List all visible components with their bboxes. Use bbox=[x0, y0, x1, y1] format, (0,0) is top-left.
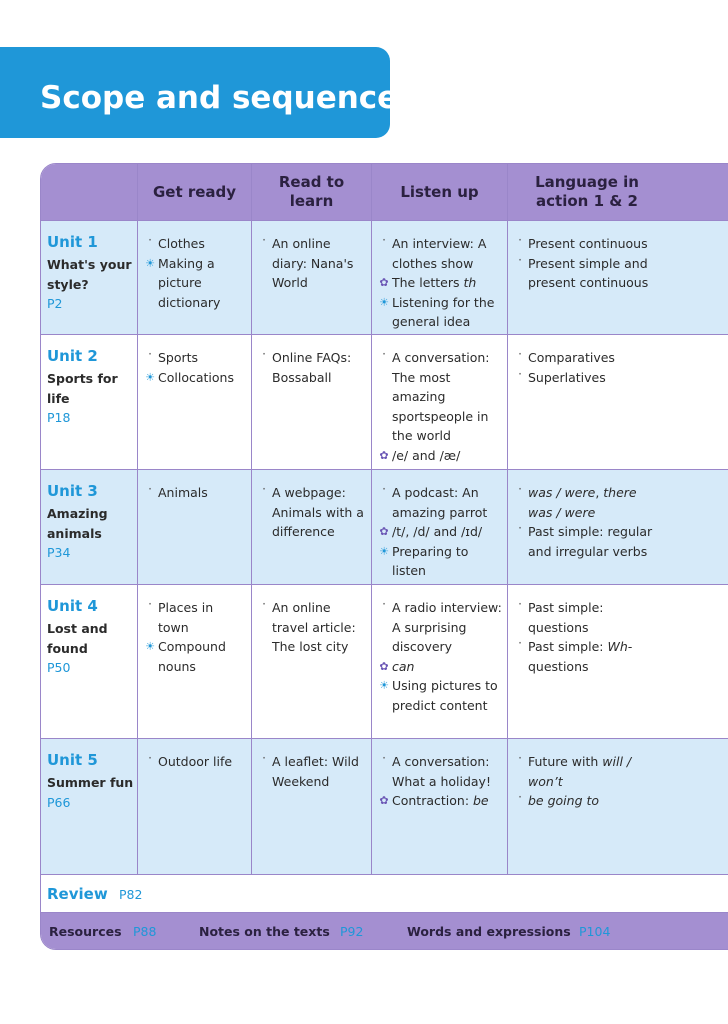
ear-icon: ✿ bbox=[379, 794, 389, 808]
list-item bbox=[378, 446, 503, 466]
list-item bbox=[378, 234, 503, 273]
lightbulb-icon: ☀ bbox=[145, 640, 155, 654]
get-ready-list bbox=[138, 739, 251, 772]
unit-title: Unit 4 bbox=[47, 597, 98, 615]
bullet-icon: · bbox=[148, 347, 152, 361]
header-read-to-learn: Read to learn bbox=[252, 164, 372, 220]
language-in-action-cell bbox=[508, 470, 728, 584]
language-in-action-list bbox=[508, 470, 728, 561]
listen-up-cell bbox=[372, 585, 508, 738]
unit-cell bbox=[41, 221, 138, 334]
header-cell-blank bbox=[41, 164, 138, 220]
bullet-icon: · bbox=[518, 597, 522, 611]
read-to-learn-list bbox=[252, 335, 371, 387]
list-item bbox=[258, 598, 366, 657]
get-ready-cell bbox=[138, 739, 252, 874]
list-item bbox=[514, 791, 654, 811]
bullet-icon: · bbox=[148, 482, 152, 496]
list-item bbox=[144, 254, 244, 313]
get-ready-list bbox=[138, 335, 251, 387]
list-item-text: was / were, there was / were bbox=[528, 485, 637, 520]
footer-page: P88 bbox=[133, 924, 157, 939]
unit-cell bbox=[41, 739, 138, 874]
review-row bbox=[41, 875, 728, 913]
list-item-text: Past simple: questions bbox=[528, 600, 604, 635]
list-item bbox=[258, 234, 366, 293]
language-in-action-list bbox=[508, 585, 728, 676]
bullet-icon: · bbox=[148, 751, 152, 765]
list-item-text: A conversation: What a holiday! bbox=[392, 754, 491, 789]
bullet-icon: · bbox=[382, 597, 386, 611]
unit-name: Amazing animals bbox=[47, 506, 108, 541]
get-ready-list bbox=[138, 470, 251, 503]
unit-page: P2 bbox=[47, 296, 63, 311]
get-ready-cell bbox=[138, 585, 252, 738]
list-item bbox=[144, 637, 244, 676]
list-item bbox=[514, 598, 654, 637]
listen-up-list bbox=[372, 335, 507, 466]
list-item-text: be going to bbox=[528, 793, 600, 809]
list-item-text: /t/, /d/ and /ɪd/ bbox=[392, 524, 483, 540]
list-item bbox=[144, 234, 244, 254]
list-item bbox=[378, 752, 503, 791]
list-item-text: Online FAQs: Bossaball bbox=[272, 350, 352, 385]
unit-page: P34 bbox=[47, 545, 71, 560]
list-item-text: A webpage: Animals with a difference bbox=[272, 485, 364, 540]
bullet-icon: · bbox=[518, 751, 522, 765]
list-item-text: Contraction: be bbox=[392, 793, 489, 809]
list-item bbox=[258, 348, 366, 387]
language-in-action-list bbox=[508, 335, 728, 387]
read-to-learn-list bbox=[252, 470, 371, 542]
list-item-text: Collocations bbox=[158, 369, 234, 385]
list-item-text: An online diary: Nana's World bbox=[272, 236, 354, 291]
bullet-icon: · bbox=[518, 233, 522, 247]
table-header bbox=[41, 164, 728, 221]
list-item bbox=[378, 598, 503, 657]
list-item bbox=[514, 637, 654, 676]
list-item-text: Clothes bbox=[158, 236, 205, 251]
list-item-text: Sports bbox=[158, 350, 199, 365]
listen-up-cell bbox=[372, 221, 508, 334]
page-title: Scope and sequence bbox=[40, 80, 399, 116]
unit-row bbox=[41, 585, 728, 739]
bullet-icon: · bbox=[262, 751, 266, 765]
footer-label: Notes on the texts bbox=[199, 924, 330, 939]
listen-up-list bbox=[372, 585, 507, 716]
bullet-icon: · bbox=[382, 347, 386, 361]
list-item bbox=[258, 483, 366, 542]
unit-page: P18 bbox=[47, 410, 71, 425]
list-item-text: Comparatives bbox=[528, 350, 615, 365]
get-ready-list bbox=[138, 221, 251, 312]
list-item bbox=[378, 483, 503, 522]
list-item-text: can bbox=[392, 658, 415, 674]
ear-icon: ✿ bbox=[379, 525, 389, 539]
list-item-text: Preparing to listen bbox=[392, 543, 469, 579]
bullet-icon: · bbox=[382, 233, 386, 247]
bullet-icon: · bbox=[382, 482, 386, 496]
language-in-action-cell bbox=[508, 335, 728, 469]
bullet-icon: · bbox=[262, 347, 266, 361]
list-item bbox=[378, 657, 503, 677]
list-item bbox=[144, 598, 244, 637]
list-item bbox=[144, 348, 244, 368]
get-ready-cell bbox=[138, 470, 252, 584]
unit-cell bbox=[41, 470, 138, 584]
list-item bbox=[378, 273, 503, 293]
list-item-text: Making a picture dictionary bbox=[158, 255, 221, 310]
read-to-learn-list bbox=[252, 585, 371, 657]
list-item bbox=[144, 752, 244, 772]
unit-page: P66 bbox=[47, 794, 71, 810]
list-item-text: Present continuous bbox=[528, 236, 648, 251]
bullet-icon: · bbox=[518, 482, 522, 496]
list-item bbox=[514, 234, 654, 254]
language-in-action-cell bbox=[508, 221, 728, 334]
bullet-icon: · bbox=[518, 347, 522, 361]
unit-name: What's your style? bbox=[47, 257, 132, 292]
list-item-text: Compound nouns bbox=[158, 639, 226, 674]
list-item-text: Listening for the general idea bbox=[392, 294, 495, 330]
listen-up-list bbox=[372, 470, 507, 581]
list-item-text: Using pictures to predict content bbox=[392, 678, 498, 713]
header-listen-up: Listen up bbox=[372, 164, 508, 220]
ear-icon: ✿ bbox=[379, 659, 389, 673]
header-language-in-action: Language in action 1 & 2 bbox=[535, 173, 639, 210]
listen-up-cell bbox=[372, 470, 508, 584]
get-ready-cell bbox=[138, 335, 252, 469]
unit-name: Sports for life bbox=[47, 371, 118, 406]
list-item-text: Outdoor life bbox=[158, 754, 233, 769]
list-item-text: A leaflet: Wild Weekend bbox=[272, 754, 359, 789]
list-item-text: Future with will / won’t bbox=[528, 754, 632, 789]
bullet-icon: · bbox=[518, 521, 522, 536]
list-item bbox=[514, 522, 654, 561]
get-ready-cell bbox=[138, 221, 252, 334]
list-item-text: Past simple: regular and irregular verbs bbox=[528, 524, 653, 559]
unit-name: Summer fun bbox=[47, 775, 134, 790]
bullet-icon: · bbox=[148, 233, 152, 247]
language-in-action-list bbox=[508, 221, 728, 293]
listen-up-list bbox=[372, 221, 507, 332]
lightbulb-icon: ☀ bbox=[379, 679, 389, 693]
list-item bbox=[514, 483, 654, 522]
unit-cell bbox=[41, 335, 138, 469]
ear-icon: ✿ bbox=[379, 276, 389, 290]
list-item-text: A podcast: An amazing parrot bbox=[392, 485, 488, 520]
unit-row bbox=[41, 739, 728, 875]
list-item bbox=[378, 542, 503, 581]
listen-up-list bbox=[372, 739, 507, 811]
language-in-action-list bbox=[508, 739, 728, 811]
list-item-text: The letters th bbox=[392, 275, 477, 291]
listen-up-cell bbox=[372, 335, 508, 469]
list-item-text: Animals bbox=[158, 485, 208, 500]
list-item-text: A conversation: The most amazing sportspeople in the world bbox=[392, 350, 490, 444]
bullet-icon: · bbox=[262, 597, 266, 611]
bullet-icon: · bbox=[148, 597, 152, 611]
list-item bbox=[378, 791, 503, 811]
unit-title: Unit 5 bbox=[47, 751, 98, 769]
read-to-learn-cell bbox=[252, 585, 372, 738]
bullet-icon: · bbox=[518, 366, 522, 381]
list-item bbox=[514, 368, 654, 388]
header-get-ready: Get ready bbox=[138, 164, 252, 220]
unit-title: Unit 2 bbox=[47, 347, 98, 365]
read-to-learn-cell bbox=[252, 335, 372, 469]
language-in-action-cell bbox=[508, 739, 728, 874]
list-item bbox=[144, 368, 244, 388]
list-item bbox=[378, 293, 503, 332]
lightbulb-icon: ☀ bbox=[145, 370, 155, 384]
list-item bbox=[258, 752, 366, 791]
bullet-icon: · bbox=[262, 233, 266, 247]
read-to-learn-cell bbox=[252, 739, 372, 874]
list-item bbox=[378, 676, 503, 715]
footer-row bbox=[41, 913, 728, 950]
bullet-icon: · bbox=[382, 751, 386, 765]
read-to-learn-cell bbox=[252, 221, 372, 334]
lightbulb-icon: ☀ bbox=[379, 544, 389, 558]
list-item-text: /e/ and /æ/ bbox=[392, 447, 461, 463]
unit-cell bbox=[41, 585, 138, 738]
read-to-learn-cell bbox=[252, 470, 372, 584]
list-item bbox=[514, 752, 654, 791]
language-in-action-cell bbox=[508, 585, 728, 738]
get-ready-list bbox=[138, 585, 251, 676]
list-item-text: Past simple: Wh- questions bbox=[528, 639, 633, 674]
review-page: P82 bbox=[119, 887, 143, 902]
list-item-text: Present simple and present continuous bbox=[528, 255, 649, 291]
unit-row bbox=[41, 470, 728, 585]
list-item-text: An interview: A clothes show bbox=[392, 236, 487, 271]
bullet-icon: · bbox=[518, 636, 522, 651]
unit-name: Lost and found bbox=[47, 621, 108, 656]
list-item-text: Superlatives bbox=[528, 369, 606, 385]
listen-up-cell bbox=[372, 739, 508, 874]
scope-table bbox=[40, 163, 728, 950]
list-item bbox=[514, 254, 654, 293]
read-to-learn-list bbox=[252, 739, 371, 791]
list-item bbox=[144, 483, 244, 503]
footer-label: Words and expressions bbox=[407, 924, 571, 939]
read-to-learn-list bbox=[252, 221, 371, 293]
footer-label: Resources bbox=[49, 924, 122, 939]
list-item-text: An online travel article: The lost city bbox=[272, 600, 356, 655]
list-item bbox=[514, 348, 654, 368]
footer-page: P92 bbox=[340, 924, 364, 939]
review-label: Review bbox=[47, 885, 108, 903]
lightbulb-icon: ☀ bbox=[379, 295, 389, 309]
list-item-text: Places in town bbox=[158, 600, 214, 635]
bullet-icon: · bbox=[518, 790, 522, 805]
list-item bbox=[378, 522, 503, 542]
bullet-icon: · bbox=[262, 482, 266, 496]
unit-title: Unit 1 bbox=[47, 233, 98, 251]
unit-row bbox=[41, 335, 728, 470]
footer-page: P104 bbox=[579, 924, 611, 939]
bullet-icon: · bbox=[518, 252, 522, 267]
unit-page: P50 bbox=[47, 660, 71, 675]
list-item bbox=[378, 348, 503, 446]
unit-title: Unit 3 bbox=[47, 482, 98, 500]
lightbulb-icon: ☀ bbox=[145, 256, 155, 270]
list-item-text: A radio interview: A surprising discovery bbox=[392, 600, 502, 655]
ear-icon: ✿ bbox=[379, 448, 389, 462]
unit-row bbox=[41, 221, 728, 335]
